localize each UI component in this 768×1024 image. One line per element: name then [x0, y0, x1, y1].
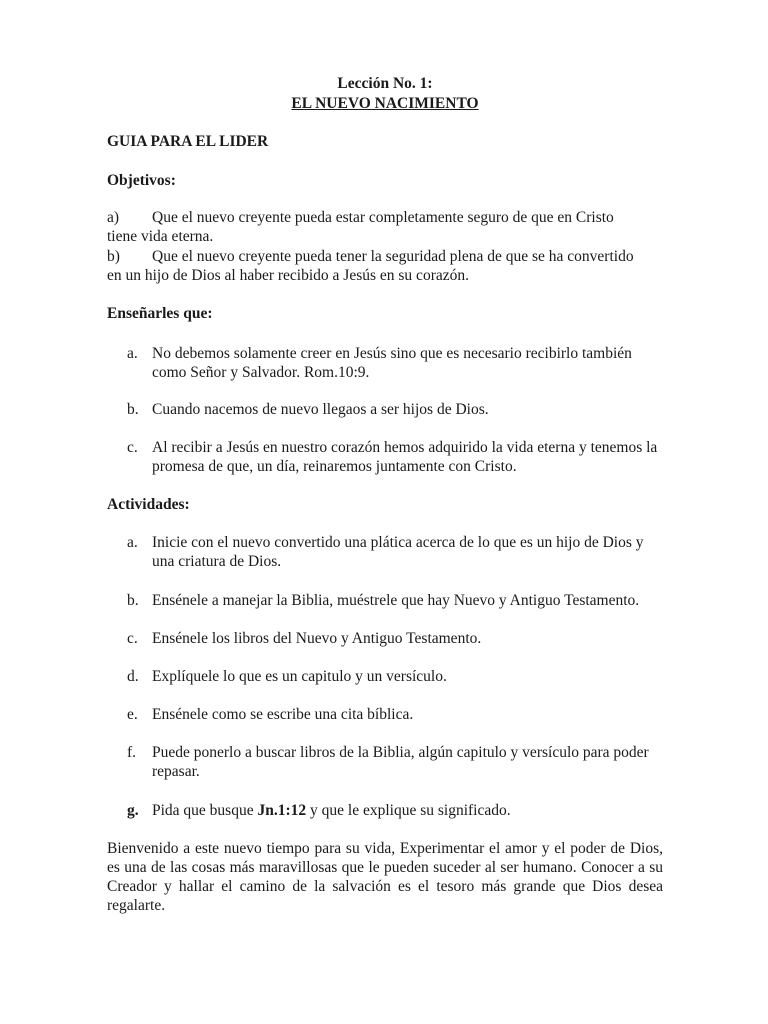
closing-paragraph: Bienvenido a este nuevo tiempo para su vida, Experimentar el amor y el poder de Dios, es una de las cosas más maravillosas que le pueden suceder al ser humano. Conocer a su Creador y hallar el camino de la salvación es el tesoro más grande que Dios desea regalarte.: [107, 840, 663, 914]
teach-item-a-marker: a.: [127, 345, 138, 362]
activity-item-d-marker: d.: [127, 668, 139, 685]
activity-item-g: [127, 801, 663, 820]
activity-item-a-text: Inicie con el nuevo convertido una plática acerca de lo que es un hijo de Dios y una criatura de Dios.: [152, 534, 644, 570]
teach-heading: Enseñarles que:: [107, 305, 213, 322]
lesson-number: Lección No. 1:: [337, 75, 433, 92]
activity-item-b: [127, 591, 663, 610]
activity-item-a-marker: a.: [127, 534, 138, 551]
objective-a-text-rest: tiene vida eterna.: [107, 228, 214, 245]
objective-a-label: a): [107, 209, 120, 226]
scripture-reference: Jn.1:12: [257, 802, 307, 819]
teach-item-c-marker: c.: [127, 439, 138, 456]
teach-item-a-text: No debemos solamente creer en Jesús sino que es necesario recibirlo también como Señor y Salvador. Rom.10:9.: [152, 345, 632, 381]
activity-item-c: [127, 629, 663, 648]
activity-item-d-text: Explíquele lo que es un capitulo y un versículo.: [152, 668, 447, 685]
activity-item-c-text: Ensénele los libros del Nuevo y Antiguo Testamento.: [152, 630, 482, 647]
activity-item-g-text-before: Pida que busque: [152, 802, 258, 819]
activity-item-f: [127, 743, 663, 781]
activity-item-g-text-after: y que le explique su significado.: [306, 802, 511, 819]
activity-item-f-text: Puede ponerlo a buscar libros de la Biblia, algún capitulo y versículo para poder repasar.: [152, 744, 649, 780]
lesson-title-block: [107, 74, 663, 114]
activity-item-b-text: Ensénele a manejar la Biblia, muéstrele que hay Nuevo y Antiguo Testamento.: [152, 592, 640, 609]
objective-b-text-rest: en un hijo de Dios al haber recibido a Jesús en su corazón.: [107, 267, 469, 284]
teach-item-b-marker: b.: [127, 401, 139, 418]
objectives-heading: Objetivos:: [107, 172, 176, 189]
objective-a: [107, 208, 663, 246]
activity-item-a: [127, 533, 663, 571]
guide-heading: GUIA PARA EL LIDER: [107, 133, 269, 150]
objective-b-label: b): [107, 248, 120, 265]
teach-item-c-text: Al recibir a Jesús en nuestro corazón hemos adquirido la vida eterna y tenemos la promesa de que, un día, reinaremos juntamente con Cristo.: [152, 439, 658, 475]
activity-item-g-text: [152, 801, 663, 820]
teach-item-b: [127, 400, 663, 419]
activity-item-e-marker: e.: [127, 706, 138, 723]
teach-item-b-text: Cuando nacemos de nuevo llegaos a ser hijos de Dios.: [152, 401, 489, 418]
objective-a-text-first: Que el nuevo creyente pueda estar completamente seguro de que en Cristo: [152, 209, 614, 226]
activity-item-f-marker: f.: [127, 744, 137, 761]
lesson-title: EL NUEVO NACIMIENTO: [291, 95, 479, 112]
teach-item-a: [127, 344, 663, 382]
activity-item-g-marker: g.: [127, 802, 139, 819]
activities-heading: Actividades:: [107, 496, 190, 513]
teach-item-c: [127, 438, 663, 476]
objective-b: [107, 247, 663, 285]
activity-item-d: [127, 667, 663, 686]
activity-item-c-marker: c.: [127, 630, 138, 647]
objective-b-text-first: Que el nuevo creyente pueda tener la seguridad plena de que se ha convertido: [152, 248, 634, 265]
activity-item-e-text: Ensénele como se escribe una cita bíblica.: [152, 706, 414, 723]
activity-item-e: [127, 705, 663, 724]
activity-item-b-marker: b.: [127, 592, 139, 609]
